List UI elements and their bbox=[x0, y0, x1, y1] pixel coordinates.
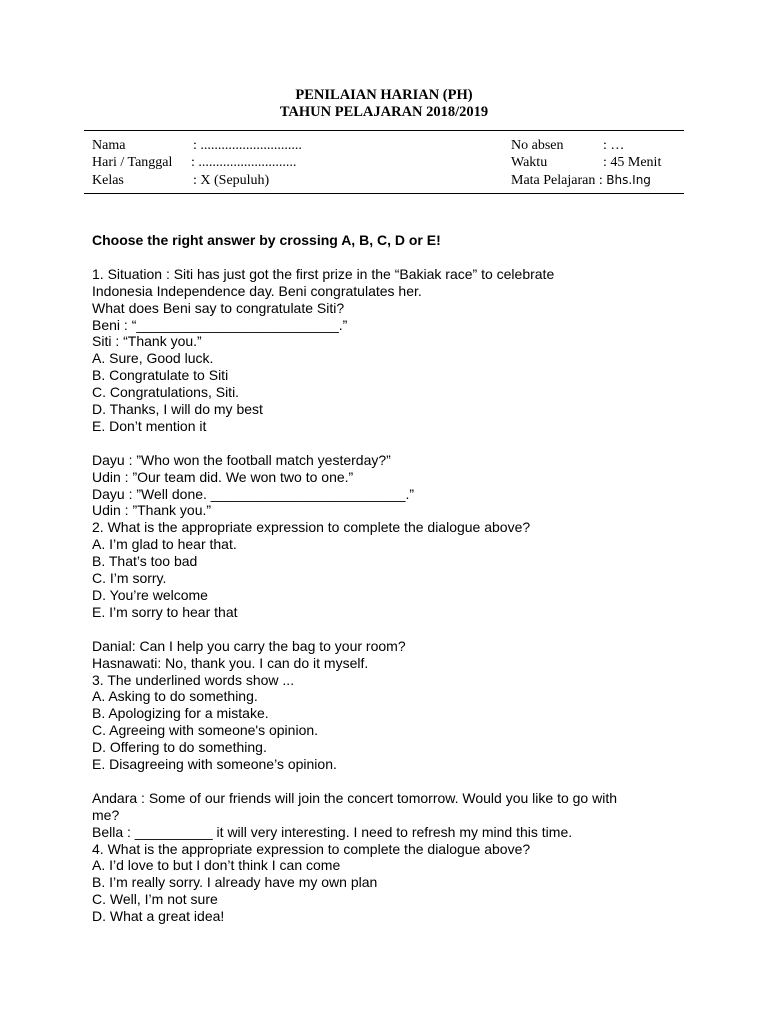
question-3 bbox=[92, 638, 712, 773]
question-4 bbox=[92, 790, 712, 925]
hari-value: : ............................ bbox=[191, 155, 297, 170]
absen-label: No absen bbox=[511, 138, 564, 153]
header-bottom-rule bbox=[84, 193, 684, 194]
question-line: What does Beni say to congratulate Siti? bbox=[92, 299, 345, 316]
waktu-value: : 45 Menit bbox=[603, 155, 662, 170]
answer-option: A. I’d love to but I don’t think I can come bbox=[92, 857, 341, 874]
answer-option: B. That’s too bad bbox=[92, 553, 198, 570]
mapel-value: Bhs.Ing bbox=[606, 173, 651, 187]
question-line: Danial: Can I help you carry the bag to your room? bbox=[92, 637, 406, 654]
question-line: 1. Situation : Siti has just got the first prize in the “Bakiak race” to celebrate bbox=[92, 265, 555, 282]
header-top-rule bbox=[84, 130, 684, 131]
answer-option: C. I’m sorry. bbox=[92, 570, 167, 587]
question-line: 3. The underlined words show ... bbox=[92, 671, 295, 688]
answer-option: D. Thanks, I will do my best bbox=[92, 401, 263, 418]
question-line: me? bbox=[92, 806, 120, 823]
kelas-label: Kelas bbox=[92, 173, 124, 188]
answer-option: B. I’m really sorry. I already have my own plan bbox=[92, 874, 378, 891]
answer-option: E. Don’t mention it bbox=[92, 417, 207, 434]
answer-option: E. Disagreeing with someone’s opinion. bbox=[92, 756, 337, 773]
question-line: Hasnawati: No, thank you. I can do it myself. bbox=[92, 654, 369, 671]
question-line: 2. What is the appropriate expression to complete the dialogue above? bbox=[92, 519, 531, 536]
spacer bbox=[92, 435, 712, 452]
question-line: Dayu : ”Well done. _________________________.” bbox=[92, 485, 414, 502]
absen-value: : … bbox=[603, 138, 625, 153]
answer-option: A. I’m glad to hear that. bbox=[92, 536, 237, 553]
answer-option: D. Offering to do something. bbox=[92, 739, 267, 756]
question-line: Indonesia Independence day. Beni congratulates her. bbox=[92, 282, 422, 299]
page-title: PENILAIAN HARIAN (PH) bbox=[295, 87, 473, 103]
question-line: Andara : Some of our friends will join the concert tomorrow. Would you like to go with bbox=[92, 789, 617, 806]
mapel-row bbox=[511, 172, 651, 189]
nama-label: Nama bbox=[92, 138, 126, 153]
instruction: Choose the right answer by crossing A, B, C, D or E! bbox=[92, 232, 441, 248]
question-line: Bella : __________ it will very interesting. I need to refresh my mind this time. bbox=[92, 823, 573, 840]
kelas-value: : X (Sepuluh) bbox=[193, 173, 270, 188]
question-body bbox=[92, 232, 712, 925]
question-line: 4. What is the appropriate expression to complete the dialogue above? bbox=[92, 840, 531, 857]
question-1 bbox=[92, 266, 712, 435]
spacer bbox=[92, 773, 712, 790]
question-line: Udin : ”Thank you.” bbox=[92, 502, 212, 519]
answer-option: E. I’m sorry to hear that bbox=[92, 603, 238, 620]
question-2 bbox=[92, 452, 712, 621]
question-line: Siti : “Thank you.” bbox=[92, 333, 202, 350]
answer-option: C. Congratulations, Siti. bbox=[92, 384, 240, 401]
nama-value: : ............................. bbox=[193, 138, 302, 153]
answer-option: C. Well, I’m not sure bbox=[92, 891, 218, 908]
answer-option: C. Agreeing with someone's opinion. bbox=[92, 722, 319, 739]
mapel-label: Mata Pelajaran : bbox=[511, 173, 603, 188]
waktu-label: Waktu bbox=[511, 155, 548, 170]
answer-option: D. You’re welcome bbox=[92, 587, 208, 603]
answer-option: B. Apologizing for a mistake. bbox=[92, 705, 269, 722]
academic-year: TAHUN PELAJARAN 2018/2019 bbox=[279, 104, 489, 120]
answer-option: D. What a great idea! bbox=[92, 908, 225, 925]
answer-option: B. Congratulate to Siti bbox=[92, 367, 229, 384]
hari-label: Hari / Tanggal bbox=[92, 155, 173, 170]
spacer bbox=[92, 621, 712, 638]
question-line: Beni : “__________________________.” bbox=[92, 316, 348, 333]
answer-option: A. Sure, Good luck. bbox=[92, 350, 214, 367]
question-line: Udin : ”Our team did. We won two to one.” bbox=[92, 468, 354, 485]
question-line: Dayu : ”Who won the football match yesterday?” bbox=[92, 451, 391, 468]
answer-option: A. Asking to do something. bbox=[92, 688, 258, 705]
